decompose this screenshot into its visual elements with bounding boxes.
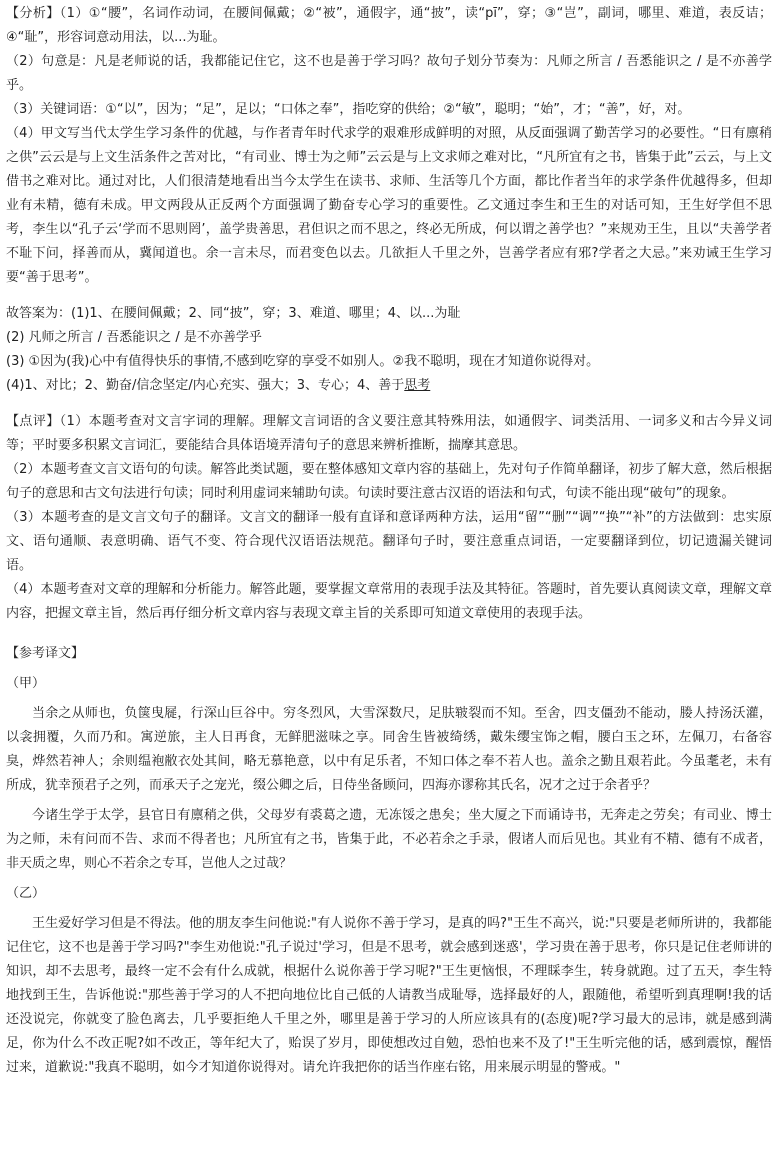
answer-line-4 xyxy=(6,374,772,398)
passage-yi xyxy=(6,912,772,1080)
comment-paragraph-1: 【点评】（1）本题考查对文言字词的理解。理解文言词语的含义要注意其特殊用法，如通假字、词类活用、一词多义和古今异义词等；平时要多积累文言词汇，要能结合具体语境弄清句子的意思来辨析推断，揣摩其意思。 xyxy=(6,414,772,453)
comment-paragraph-3: （3）本题考查的是文言文句子的翻译。文言文的翻译一般有直译和意译两种方法，运用“留”“删”“调”“换”“补”的方法做到：忠实原文、语句通顺、表意明确、语气不变、符合现代汉语语法规范。翻译句子时，要注意重点词语，一定要翻译到位，切记遗漏关键词语。 xyxy=(6,510,772,573)
comment-paragraph-4: （4）本题考查对文章的理解和分析能力。解答此题，要掌握文章常用的表现手法及其特征。答题时，首先要认真阅读文章，理解文章内容，把握文章主旨，然后再仔细分析文章内容与表现文章主旨的关系即可知道文章使用的表现手法。 xyxy=(6,582,772,621)
passage-jia xyxy=(6,702,772,876)
analysis-paragraph-3: （3）关键词语：①“以”，因为；“足”，足以；“口体之奉”，指吃穿的供给；②“敏”，聪明；“始”，才；“善”，好，对。 xyxy=(6,102,691,117)
analysis-section xyxy=(6,2,772,290)
answer-line-3: (3) ①因为(我)心中有值得快乐的事情,不感到吃穿的享受不如别人。②我不聪明，现在才知道你说得对。 xyxy=(6,354,600,369)
comment-section xyxy=(6,410,772,626)
comment-paragraph-2: （2）本题考查文言文语句的句读。解答此类试题，要在整体感知文章内容的基础上，先对句子作简单翻译，初步了解大意，然后根据句子的意思和古文句法进行句读；同时利用虚词来辅助句读。句读时要注意古汉语的语法和句式，句读不能出现“破句”的现象。 xyxy=(6,462,772,501)
passage-jia-paragraph-1: 当余之从师也，负箧曳屣，行深山巨谷中。穷冬烈风，大雪深数尺，足肤皲裂而不知。至舍，四支僵劲不能动，媵人持汤沃灌，以衾拥覆，久而乃和。寓逆旅，主人日再食，无鲜肥滋味之享。同舍生皆被绮绣，戴朱缨宝饰之帽，腰白玉之环，左佩刀，右备容臭，烨然若神人；余则缊袍敝衣处其间，略无慕艳意，以中有足乐者，不知口体之奉不若人也。盖余之勤且艰若此。今虽耄老，未有所成，犹幸预君子之列，而承天子之宠光，缀公卿之后，日侍坐备顾问，四海亦谬称其氏名，况才之过于余者乎？ xyxy=(6,706,772,793)
answer-line-4-text: (4)1、对比；2、勤奋/信念坚定/内心充实、强大；3、专心；4、善于 xyxy=(6,378,405,393)
passage-yi-paragraph-1: 王生爱好学习但是不得法。他的朋友李生问他说:"有人说你不善于学习，是真的吗?"王生不高兴，说:"只要是老师所讲的，我都能记住它，这不也是善于学习吗?"李生劝他说:"孔子说过'学习，但是不思考，就会感到迷惑'，学习贵在善于思考，你只是记住老师讲的知识，却不去思考，最终一定不会有什么成就，根据什么说你善于学习呢?"王生更恼恨，不理睬李生，转身就跑。过了五天，李生特地找到王生，告诉他说:"那些善于学习的人不把向地位比自己低的人请教当成耻辱，选择最好的人，跟随他，希望听到真理啊!我的话还没说完，你就变了脸色离去，几乎要拒绝人千里之外，哪里是善于学习的人所应该具有的(态度)呢?学习最大的忌讳，就是感到满足，你为什么不改正呢?如不改正，等年纪大了，贻误了岁月，即使想改过自勉，恐怕也来不及了!"王生听完他的话，感到震惊，醒悟过来，道歉说:"我真不聪明，如今才知道你说得对。请允许我把你的话当作座右铭，用来展示明显的警戒。" xyxy=(6,916,772,1075)
analysis-paragraph-1: 【分析】（1）①“腰”，名词作动词，在腰间佩戴；②“被”，通假字，通“披”，读“pī”，穿；③“岂”，副词，哪里、难道，表反诘；④“耻”，形容词意动用法，以...为耻。 xyxy=(6,6,772,45)
reference-translation-heading: 【参考译文】 xyxy=(6,646,85,661)
answer-line-2: (2) 凡师之所言 / 吾悉能识之 / 是不亦善学乎 xyxy=(6,330,262,345)
answers-section xyxy=(6,302,772,398)
passage-yi-heading: （乙） xyxy=(6,886,46,901)
answer-underlined-word: 思考 xyxy=(404,378,431,393)
analysis-paragraph-2: （2）句意是：凡是老师说的话，我都能记住它，这不也是善于学习吗？故句子划分节奏为：凡师之所言 / 吾悉能识之 / 是不亦善学乎。 xyxy=(6,54,772,93)
passage-jia-heading: （甲） xyxy=(6,676,46,691)
answer-line-1: 故答案为：(1)1、在腰间佩戴；2、同“披”，穿；3、难道、哪里；4、以...为耻 xyxy=(6,306,461,321)
passage-jia-paragraph-2: 今诸生学于太学，县官日有廪稍之供，父母岁有裘葛之遗，无冻馁之患矣；坐大厦之下而诵诗书，无奔走之劳矣；有司业、博士为之师，未有问而不告、求而不得者也；凡所宜有之书，皆集于此，不必若余之手录，假诸人而后见也。其业有不精、德有不成者，非天质之卑，则心不若余之专耳，岂他人之过哉？ xyxy=(6,808,772,871)
analysis-paragraph-4: （4）甲文写当代太学生学习条件的优越，与作者青年时代求学的艰难形成鲜明的对照，从反面强调了勤苦学习的必要性。“日有廪稍之供”云云是与上文生活条件之苦对比，“有司业、博士为之师”云云是与上文求师之难对比，“凡所宜有之书，皆集于此”云云，与上文借书之难对比。通过对比，人们很清楚地看出当今太学生在读书、求师、生活等几个方面，都比作者当年的求学条件优越得多，但却业有未精，德有未成。甲文两段从正反两个方面强调了勤奋专心学习的重要性。乙文通过李生和王生的对话可知，王生好学但不思考，李生以“孔子云‘学而不思则罔’，盖学贵善思，君但识之而不思之，终必无所成，何以谓之善学也？”来规劝王生，且以“夫善学者不耻下问，择善而从，冀闻道也。余一言未尽，而君变色以去。几欲拒人千里之外，岂善学者应有邪?学者之大忌。”来劝诫王生学习要“善于思考”。 xyxy=(6,126,772,285)
